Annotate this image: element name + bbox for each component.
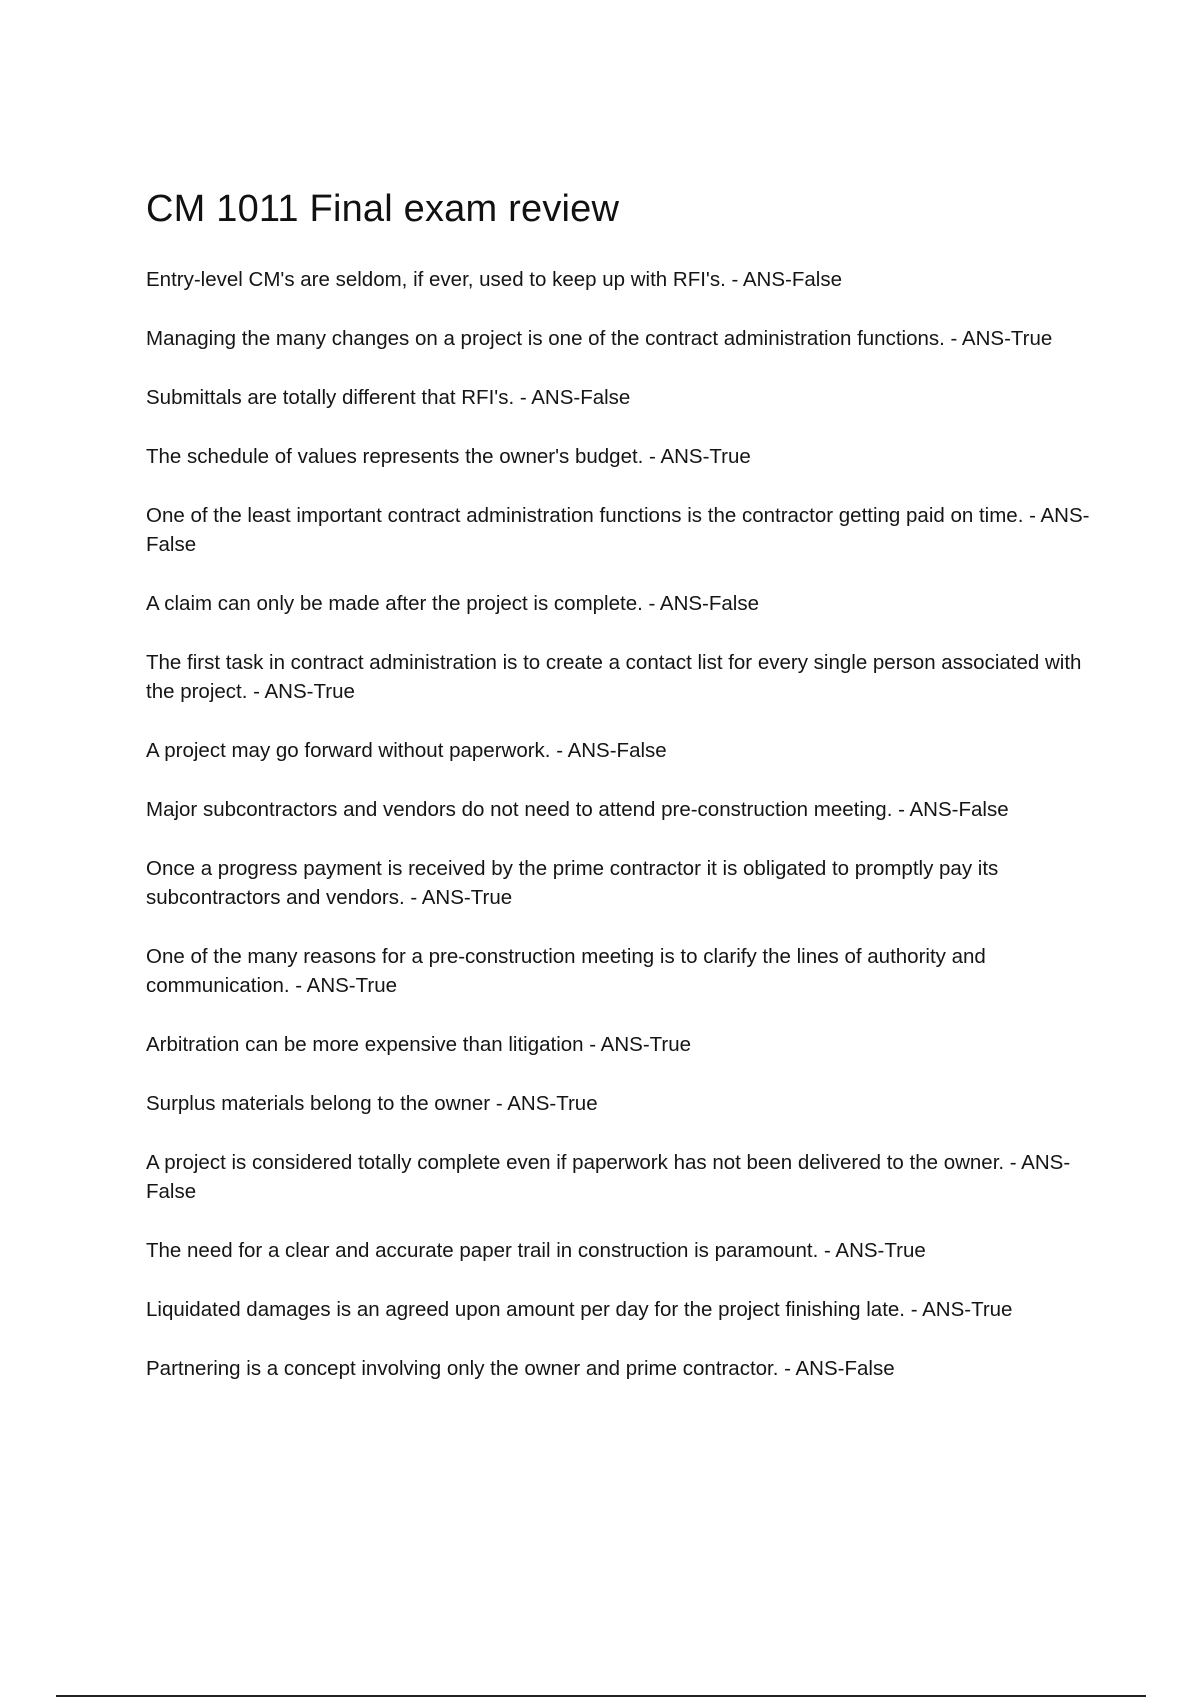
question-item: Arbitration can be more expensive than litigation - ANS-True <box>146 1033 692 1056</box>
question-item: Major subcontractors and vendors do not need to attend pre-construction meeting. - ANS-False <box>146 798 1009 821</box>
question-item: Liquidated damages is an agreed upon amount per day for the project finishing late. - ANS-True <box>146 1298 1013 1321</box>
question-list <box>146 265 1096 1383</box>
footer-divider <box>56 1695 1146 1697</box>
question-item: The schedule of values represents the owner's budget. - ANS-True <box>146 445 751 468</box>
question-item: A project is considered totally complete even if paperwork has not been delivered to the owner. - ANS-False <box>146 1151 1071 1203</box>
question-item: Entry-level CM's are seldom, if ever, used to keep up with RFI's. - ANS-False <box>146 268 842 291</box>
question-item: One of the many reasons for a pre-construction meeting is to clarify the lines of authority and communication. - ANS-True <box>146 945 986 997</box>
question-item: Managing the many changes on a project is one of the contract administration functions. - ANS-True <box>146 327 1053 350</box>
question-item: A project may go forward without paperwork. - ANS-False <box>146 739 667 762</box>
question-item: Submittals are totally different that RFI's. - ANS-False <box>146 386 631 409</box>
question-item: The first task in contract administration is to create a contact list for every single person associated with the project. - ANS-True <box>146 651 1082 703</box>
question-item: A claim can only be made after the project is complete. - ANS-False <box>146 592 759 615</box>
question-item: Once a progress payment is received by the prime contractor it is obligated to promptly pay its subcontractors and vendors. - ANS-True <box>146 857 999 909</box>
question-item: Partnering is a concept involving only the owner and prime contractor. - ANS-False <box>146 1357 895 1380</box>
document-title: CM 1011 Final exam review <box>146 188 620 230</box>
document-content <box>146 182 1096 1413</box>
question-item: The need for a clear and accurate paper trail in construction is paramount. - ANS-True <box>146 1239 926 1262</box>
question-item: One of the least important contract administration functions is the contractor getting paid on time. - ANS-False <box>146 504 1090 556</box>
question-item: Surplus materials belong to the owner - ANS-True <box>146 1092 598 1115</box>
